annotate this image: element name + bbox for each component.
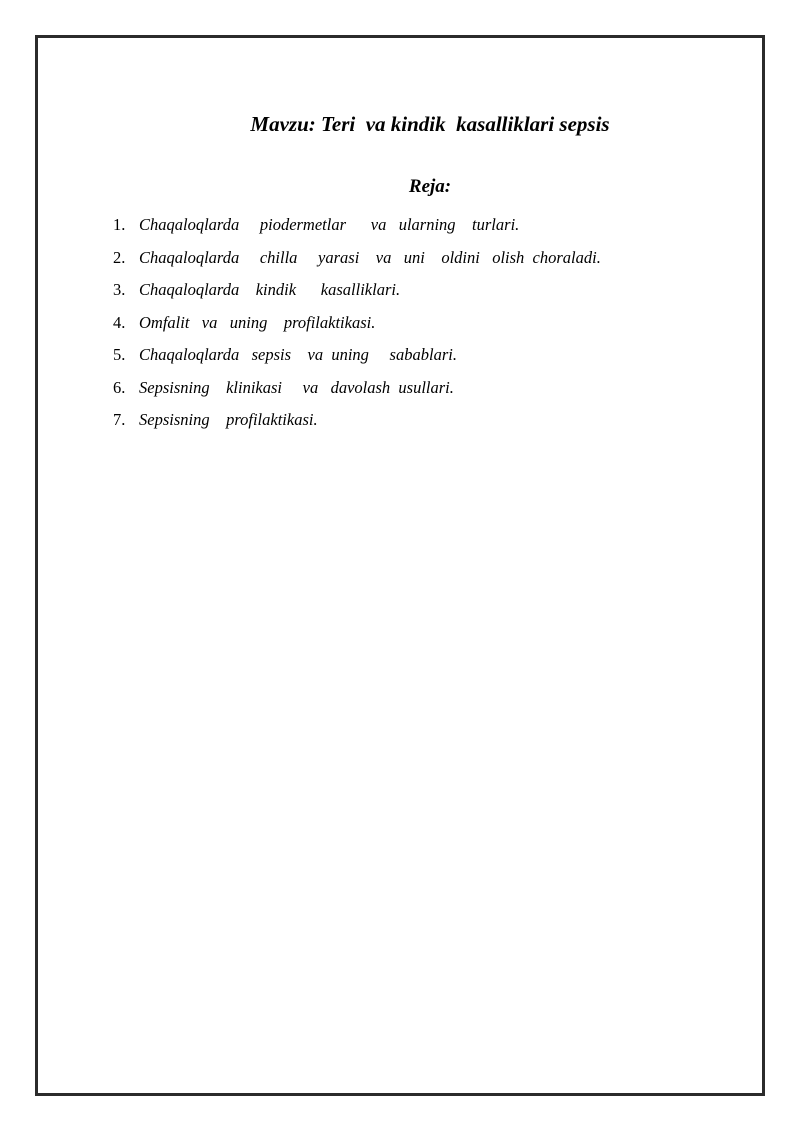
plan-item-number: 5. (113, 345, 126, 364)
plan-item-number: 7. (113, 410, 126, 429)
plan-item-text: Chaqaloqlarda chilla yarasi va uni oldini olish choraladi. (139, 247, 601, 267)
plan-item (113, 212, 601, 245)
plan-item-number: 3. (113, 280, 126, 299)
document-subtitle: Reja: (408, 176, 452, 197)
plan-item-text: Chaqaloqlarda kindik kasalliklari. (139, 280, 401, 299)
plan-item (113, 407, 601, 440)
plan-item-text: Sepsisning profilaktikasi. (139, 410, 318, 429)
plan-item-text: Sepsisning klinikasi va davolash usullari. (139, 377, 454, 397)
plan-item-number: 6. (113, 377, 126, 397)
document-title: Mavzu: Teri va kindik kasalliklari sepsis (250, 112, 610, 136)
plan-item-text: Chaqaloqlarda sepsis va uning sabablari. (139, 345, 457, 364)
plan-list (113, 212, 601, 440)
plan-item-number: 4. (113, 312, 126, 332)
plan-item-text: Chaqaloqlarda piodermetlar va ularning turlari. (139, 215, 520, 234)
plan-item (113, 375, 601, 408)
plan-item-text: Omfalit va uning profilaktikasi. (139, 312, 376, 332)
plan-item-number: 1. (113, 215, 126, 234)
plan-item-number: 2. (113, 247, 126, 267)
plan-item (113, 277, 601, 310)
plan-item (113, 245, 601, 278)
plan-item (113, 310, 601, 343)
plan-item (113, 342, 601, 375)
